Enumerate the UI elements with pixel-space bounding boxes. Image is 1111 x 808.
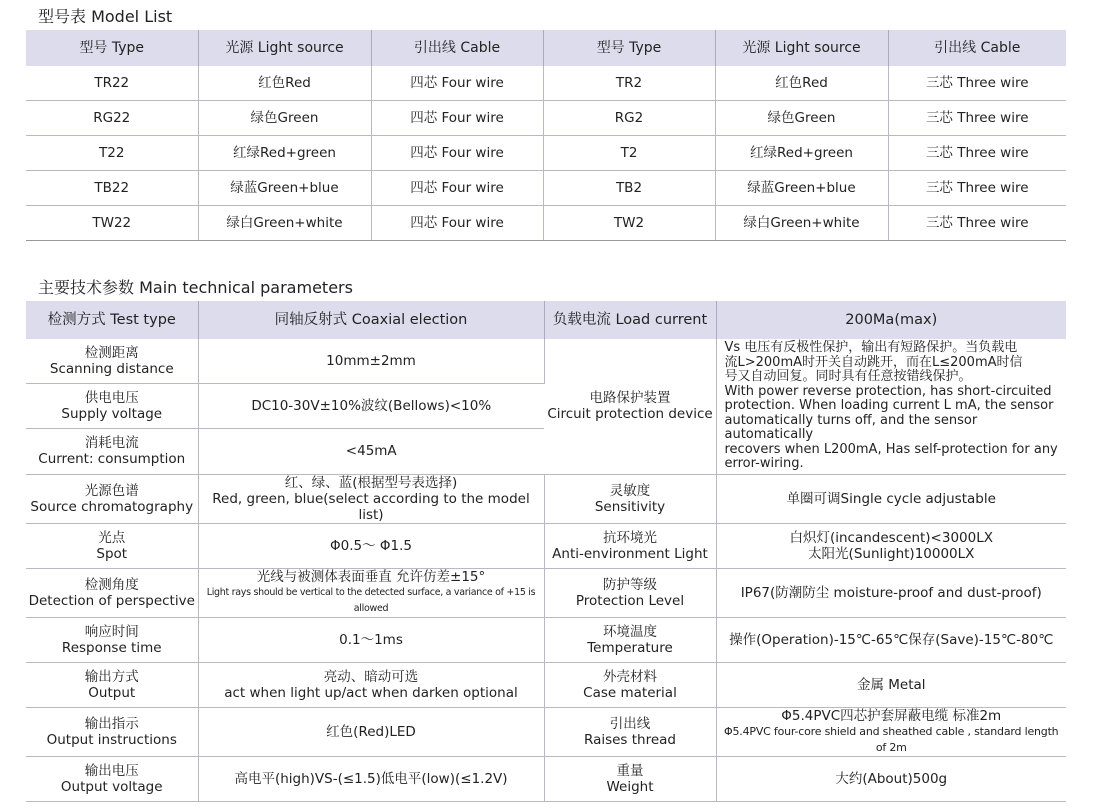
param-value-temperature: 操作(Operation)-15℃-65℃保存(Save)-15℃-80℃ (716, 617, 1066, 662)
table-row (26, 617, 1066, 662)
param-value-sensitivity: 单圈可调Single cycle adjustable (716, 474, 1066, 523)
header-light-source-2: 光源 Light source (715, 30, 888, 66)
table-cell: TB2 (543, 171, 715, 206)
param-label-temperature: 环境温度 Temperature (544, 617, 716, 662)
table-cell: 四芯 Four wire (371, 136, 543, 171)
header-cable: 引出线 Cable (371, 30, 543, 66)
table-row (26, 101, 1066, 136)
table-cell: 三芯 Three wire (888, 136, 1066, 171)
param-label-supply-voltage: 供电电压 Supply voltage (26, 384, 198, 429)
param-label-source-chromatography: 光源色谱 Source chromatography (26, 474, 198, 523)
table-row (26, 171, 1066, 206)
table-cell: 红绿Red+green (198, 136, 371, 171)
header-load-current: 负载电流 Load current (544, 301, 716, 339)
table-cell: 三芯 Three wire (888, 171, 1066, 206)
param-label-detection-perspective: 检测角度 Detection of perspective (26, 568, 198, 617)
param-value-weight: 大约(About)500g (716, 756, 1066, 801)
param-value-output-voltage: 高电平(high)VS-(≤1.5)低电平(low)(≤1.2V) (198, 756, 544, 801)
table-cell: 绿色Green (715, 101, 888, 136)
table-row (26, 707, 1066, 756)
table-cell: T2 (543, 136, 715, 171)
table-row (26, 339, 1066, 384)
param-value-anti-environment-light: 白炽灯(incandescent)<3000LX 太阳光(Sunlight)10000LX (716, 523, 1066, 568)
table-cell: 红绿Red+green (715, 136, 888, 171)
param-label-response-time: 响应时间 Response time (26, 617, 198, 662)
table-row (26, 523, 1066, 568)
model-list-title: 型号表 Model List (38, 7, 173, 26)
param-value-output-instructions: 红色(Red)LED (198, 707, 544, 756)
param-value-scanning-distance: 10mm±2mm (198, 339, 544, 384)
table-cell: 三芯 Three wire (888, 101, 1066, 136)
table-cell: 四芯 Four wire (371, 171, 543, 206)
table-cell: 绿蓝Green+blue (715, 171, 888, 206)
param-label-case-material: 外壳材料 Case material (544, 662, 716, 707)
param-label-output-instructions: 输出指示 Output instructions (26, 707, 198, 756)
param-label-circuit-protection: 电路保护装置 Circuit protection device (544, 339, 716, 474)
param-value-source-chromatography: 红、绿、蓝(根据型号表选择) Red, green, blue(select according to the model list) (198, 474, 544, 523)
header-light-source: 光源 Light source (198, 30, 371, 66)
param-value-detection-perspective: 光线与被测体表面垂直 允许仿差±15° Light rays should be vertical to the detected surface, a variance of +15 is allowed (198, 568, 544, 617)
param-value-output: 亮动、暗动可选 act when light up/act when darken optional (198, 662, 544, 707)
param-label-protection-level: 防护等级 Protection Level (544, 568, 716, 617)
param-value-case-material: 金属 Metal (716, 662, 1066, 707)
param-value-response-time: 0.1～1ms (198, 617, 544, 662)
table-row (26, 206, 1066, 241)
param-label-current-consumption: 消耗电流 Current: consumption (26, 429, 198, 474)
table-cell: 绿色Green (198, 101, 371, 136)
params-header-row (26, 301, 1066, 339)
param-label-anti-environment-light: 抗环境光 Anti-environment Light (544, 523, 716, 568)
table-row (26, 568, 1066, 617)
header-type: 型号 Type (26, 30, 198, 66)
table-cell: T22 (26, 136, 198, 171)
param-value-current-consumption: <45mA (198, 429, 544, 474)
param-label-scanning-distance: 检测距离 Scanning distance (26, 339, 198, 384)
table-row (26, 474, 1066, 523)
table-cell: 绿白Green+white (198, 206, 371, 241)
table-cell: 绿蓝Green+blue (198, 171, 371, 206)
table-cell: TW22 (26, 206, 198, 241)
table-cell: 四芯 Four wire (371, 206, 543, 241)
table-row (26, 136, 1066, 171)
table-cell: 四芯 Four wire (371, 101, 543, 136)
model-list-header-row (26, 30, 1066, 66)
table-cell: 四芯 Four wire (371, 66, 543, 101)
table-cell: 三芯 Three wire (888, 66, 1066, 101)
param-label-spot: 光点 Spot (26, 523, 198, 568)
table-row (26, 756, 1066, 801)
param-label-output: 输出方式 Output (26, 662, 198, 707)
header-type-2: 型号 Type (543, 30, 715, 66)
table-cell: 三芯 Three wire (888, 206, 1066, 241)
params-table (26, 301, 1066, 802)
param-value-raises-thread: Φ5.4PVC四芯护套屏蔽电缆 标准2m Φ5.4PVC four-core shield and sheathed cable , standard length of 2m (716, 707, 1066, 756)
table-row (26, 662, 1066, 707)
table-row (26, 66, 1066, 101)
table-cell: TR22 (26, 66, 198, 101)
param-value-circuit-protection: Vs 电压有反极性保护，输出有短路保护。当负载电 流L>200mA时开关自动跳开，而在L≤200mA时信 号又自动回复。同时具有任意按错线保护。 With power reverse protection, has short-circuited protection. When loading current L mA, the sensor automatically turns off, and the sensor automatically recovers when L200mA, Has self-protection for any error-wiring. (716, 339, 1066, 474)
param-value-protection-level: IP67(防潮防尘 moisture-proof and dust-proof) (716, 568, 1066, 617)
param-value-spot: Φ0.5～ Φ1.5 (198, 523, 544, 568)
table-cell: TR2 (543, 66, 715, 101)
table-cell: 红色Red (715, 66, 888, 101)
params-title: 主要技术参数 Main technical parameters (38, 278, 353, 297)
table-cell: TB22 (26, 171, 198, 206)
table-cell: 红色Red (198, 66, 371, 101)
model-list-table (26, 30, 1066, 241)
header-test-type: 检测方式 Test type (26, 301, 198, 339)
param-label-raises-thread: 引出线 Raises thread (544, 707, 716, 756)
header-cable-2: 引出线 Cable (888, 30, 1066, 66)
header-test-type-value: 同轴反射式 Coaxial election (198, 301, 544, 339)
table-cell: 绿白Green+white (715, 206, 888, 241)
param-value-supply-voltage: DC10-30V±10%波纹(Bellows)<10% (198, 384, 544, 429)
table-cell: RG22 (26, 101, 198, 136)
header-load-current-value: 200Ma(max) (716, 301, 1066, 339)
param-label-weight: 重量 Weight (544, 756, 716, 801)
param-label-sensitivity: 灵敏度 Sensitivity (544, 474, 716, 523)
param-label-output-voltage: 输出电压 Output voltage (26, 756, 198, 801)
table-cell: RG2 (543, 101, 715, 136)
table-cell: TW2 (543, 206, 715, 241)
